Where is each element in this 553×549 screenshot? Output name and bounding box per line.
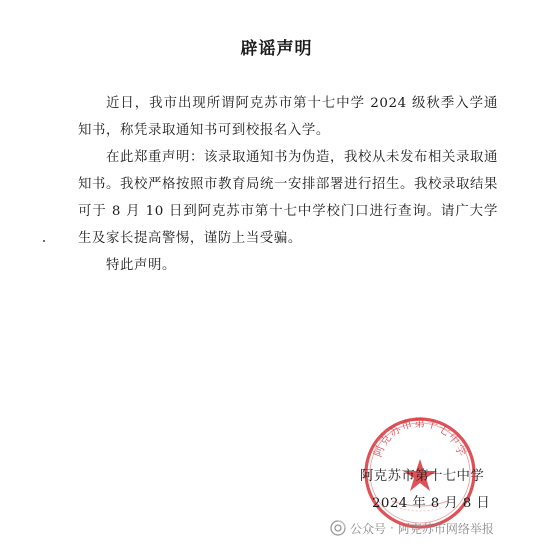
- paragraph-1: 近日，我市出现所谓阿克苏市第十七中学 2024 级秋季入学通知书，称凭录取通知书可到校报名入学。: [78, 96, 498, 138]
- svg-text:阿克苏市第十七中学: 阿克苏市第十七中学: [371, 416, 469, 459]
- document-title: 辟谣声明: [240, 39, 313, 59]
- watermark-prefix: 公众号: [350, 521, 387, 536]
- signature-block: [360, 463, 510, 517]
- signature-date: 2024 年 8 月 8 日: [372, 496, 491, 511]
- wechat-official-account-icon: [330, 520, 346, 536]
- signature-org: 阿克苏市第十七中学: [360, 469, 485, 484]
- watermark-separator: ·: [390, 521, 394, 535]
- watermark-account: 阿克苏市网络举报: [397, 521, 494, 536]
- scan-speck: [43, 240, 45, 242]
- document-body: [78, 90, 498, 279]
- paragraph-3: 特此声明。: [106, 258, 176, 273]
- watermark: [330, 517, 494, 539]
- paragraph-2: 在此郑重声明：该录取通知书为伪造，我校从未发布相关录取通知书。我校严格按照市教育局统一安排部署进行招生。我校录取结果可于 8 月 10 日到阿克苏市第十七中学校门口进行查询。请广大学生及家长提高警惕，谨防上当受骗。: [78, 150, 498, 246]
